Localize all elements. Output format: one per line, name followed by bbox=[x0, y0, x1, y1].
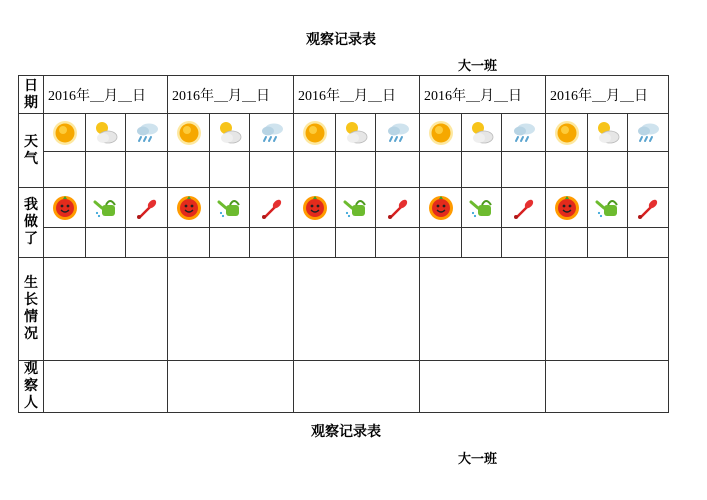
sunny-icon bbox=[554, 120, 580, 146]
growth-cell bbox=[420, 258, 546, 361]
date-cell-5: 2016年＿月＿日 bbox=[546, 76, 669, 114]
partly-cloudy-icon bbox=[469, 120, 495, 146]
activity-blank-cell bbox=[376, 228, 420, 258]
rain-icon bbox=[511, 120, 537, 146]
footer-title: 观察记录表 bbox=[311, 424, 381, 440]
rain-icon bbox=[134, 120, 160, 146]
activity-blank-cell bbox=[462, 228, 502, 258]
weather-blank-cell bbox=[44, 152, 86, 188]
date-cell-2: 2016年＿月＿日 bbox=[168, 76, 294, 114]
sun-flower-icon-cell bbox=[420, 188, 462, 228]
sunny-icon-cell bbox=[44, 114, 86, 152]
weather-blank-cell bbox=[126, 152, 168, 188]
partly-cloudy-icon-cell bbox=[86, 114, 126, 152]
shovel-icon bbox=[134, 195, 160, 221]
sun-flower-icon-cell bbox=[546, 188, 588, 228]
activity-blank-cell bbox=[588, 228, 628, 258]
rain-icon-cell bbox=[250, 114, 294, 152]
sunny-icon bbox=[428, 120, 454, 146]
sun-flower-icon-cell bbox=[294, 188, 336, 228]
growth-row bbox=[19, 258, 669, 361]
sunny-icon-cell bbox=[420, 114, 462, 152]
activity-icon-row bbox=[19, 188, 669, 228]
weather-blank-cell bbox=[210, 152, 250, 188]
partly-cloudy-icon bbox=[343, 120, 369, 146]
date-row-label: 日 期 bbox=[19, 76, 44, 114]
page-title: 观察记录表 bbox=[306, 32, 376, 48]
observer-row-label: 观 察 人 bbox=[19, 361, 44, 413]
date-cell-1: 2016年＿月＿日 bbox=[44, 76, 168, 114]
activity-blank-cell bbox=[336, 228, 376, 258]
sunny-icon-cell bbox=[294, 114, 336, 152]
shovel-icon bbox=[635, 195, 661, 221]
observer-cell bbox=[44, 361, 168, 413]
weather-blank-cell bbox=[462, 152, 502, 188]
activity-blank-cell bbox=[546, 228, 588, 258]
watering-can-icon-cell bbox=[86, 188, 126, 228]
shovel-icon-cell bbox=[250, 188, 294, 228]
partly-cloudy-icon bbox=[93, 120, 119, 146]
rain-icon-cell bbox=[628, 114, 669, 152]
observer-cell bbox=[168, 361, 294, 413]
sun-flower-icon-cell bbox=[168, 188, 210, 228]
activity-blank-cell bbox=[210, 228, 250, 258]
shovel-icon-cell bbox=[126, 188, 168, 228]
activity-blank-row bbox=[19, 228, 669, 258]
weather-blank-cell bbox=[420, 152, 462, 188]
shovel-icon-cell bbox=[502, 188, 546, 228]
sun-flower-icon bbox=[176, 195, 202, 221]
partly-cloudy-icon bbox=[217, 120, 243, 146]
activity-blank-cell bbox=[250, 228, 294, 258]
observer-cell bbox=[420, 361, 546, 413]
sun-flower-icon bbox=[428, 195, 454, 221]
partly-cloudy-icon-cell bbox=[462, 114, 502, 152]
watering-can-icon-cell bbox=[462, 188, 502, 228]
weather-blank-cell bbox=[294, 152, 336, 188]
growth-cell bbox=[168, 258, 294, 361]
rain-icon bbox=[635, 120, 661, 146]
weather-blank-cell bbox=[168, 152, 210, 188]
activity-blank-cell bbox=[420, 228, 462, 258]
sunny-icon bbox=[52, 120, 78, 146]
sun-flower-icon bbox=[554, 195, 580, 221]
weather-blank-cell bbox=[336, 152, 376, 188]
rain-icon-cell bbox=[126, 114, 168, 152]
footer-class-label: 大一班 bbox=[458, 452, 498, 467]
did-row-label: 我 做 了 bbox=[19, 188, 44, 258]
watering-can-icon bbox=[469, 195, 495, 221]
rain-icon bbox=[259, 120, 285, 146]
sun-flower-icon-cell bbox=[44, 188, 86, 228]
weather-blank-cell bbox=[588, 152, 628, 188]
weather-blank-cell bbox=[628, 152, 669, 188]
growth-cell bbox=[44, 258, 168, 361]
shovel-icon bbox=[259, 195, 285, 221]
weather-icon-row bbox=[19, 114, 669, 152]
rain-icon-cell bbox=[502, 114, 546, 152]
growth-cell bbox=[294, 258, 420, 361]
watering-can-icon-cell bbox=[336, 188, 376, 228]
sunny-icon bbox=[302, 120, 328, 146]
sunny-icon-cell bbox=[168, 114, 210, 152]
partly-cloudy-icon-cell bbox=[210, 114, 250, 152]
activity-blank-cell bbox=[502, 228, 546, 258]
rain-icon bbox=[385, 120, 411, 146]
date-cell-4: 2016年＿月＿日 bbox=[420, 76, 546, 114]
watering-can-icon-cell bbox=[210, 188, 250, 228]
watering-can-icon bbox=[93, 195, 119, 221]
activity-blank-cell bbox=[44, 228, 86, 258]
shovel-icon-cell bbox=[628, 188, 669, 228]
watering-can-icon bbox=[595, 195, 621, 221]
class-label: 大一班 bbox=[458, 59, 498, 74]
shovel-icon-cell bbox=[376, 188, 420, 228]
date-row bbox=[19, 76, 669, 114]
sun-flower-icon bbox=[302, 195, 328, 221]
partly-cloudy-icon bbox=[595, 120, 621, 146]
partly-cloudy-icon-cell bbox=[588, 114, 628, 152]
weather-blank-cell bbox=[86, 152, 126, 188]
sunny-icon-cell bbox=[546, 114, 588, 152]
activity-blank-cell bbox=[168, 228, 210, 258]
growth-row-label: 生 长 情 况 bbox=[19, 258, 44, 361]
growth-cell bbox=[546, 258, 669, 361]
shovel-icon bbox=[385, 195, 411, 221]
date-cell-3: 2016年＿月＿日 bbox=[294, 76, 420, 114]
shovel-icon bbox=[511, 195, 537, 221]
watering-can-icon-cell bbox=[588, 188, 628, 228]
weather-blank-cell bbox=[376, 152, 420, 188]
sun-flower-icon bbox=[52, 195, 78, 221]
rain-icon-cell bbox=[376, 114, 420, 152]
observer-row bbox=[19, 361, 669, 413]
activity-blank-cell bbox=[294, 228, 336, 258]
observation-table bbox=[18, 75, 669, 413]
weather-blank-cell bbox=[502, 152, 546, 188]
observer-cell bbox=[294, 361, 420, 413]
watering-can-icon bbox=[217, 195, 243, 221]
watering-can-icon bbox=[343, 195, 369, 221]
sunny-icon bbox=[176, 120, 202, 146]
weather-blank-cell bbox=[546, 152, 588, 188]
weather-blank-cell bbox=[250, 152, 294, 188]
activity-blank-cell bbox=[86, 228, 126, 258]
partly-cloudy-icon-cell bbox=[336, 114, 376, 152]
weather-row-label: 天 气 bbox=[19, 114, 44, 188]
observer-cell bbox=[546, 361, 669, 413]
weather-blank-row bbox=[19, 152, 669, 188]
activity-blank-cell bbox=[126, 228, 168, 258]
activity-blank-cell bbox=[628, 228, 669, 258]
